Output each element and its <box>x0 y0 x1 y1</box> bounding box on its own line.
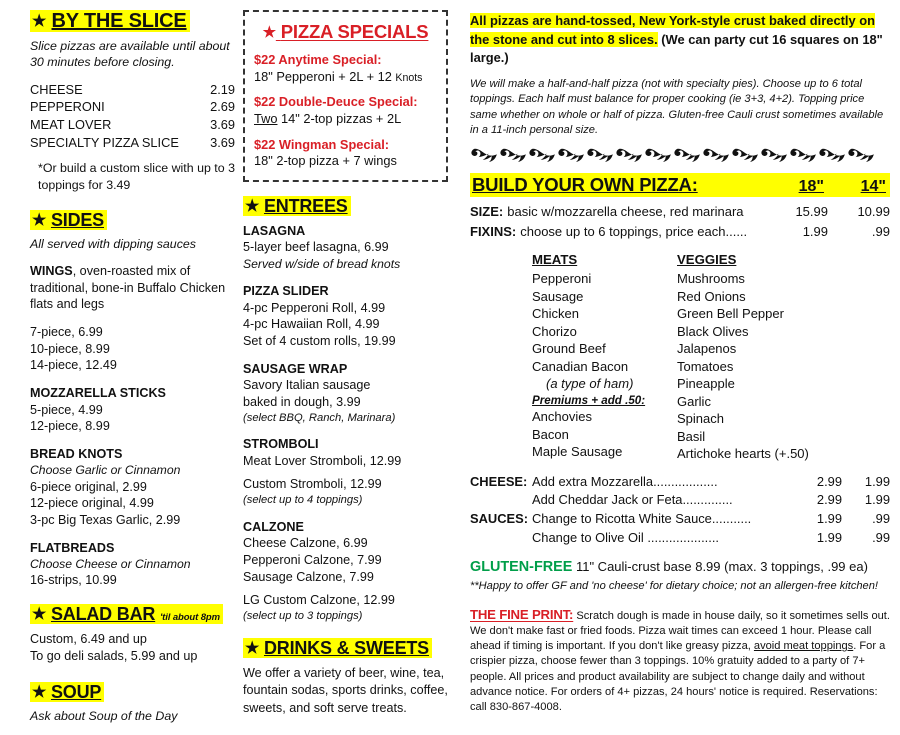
toppings-lists <box>470 252 890 462</box>
special-item <box>254 52 437 85</box>
build-your-own-bar <box>470 173 890 197</box>
slice-name: MEAT LOVER <box>30 116 112 132</box>
salad-bar-hours: 'til about 8pm <box>159 612 220 624</box>
special-item <box>254 137 437 170</box>
slice-price: 2.19 <box>210 81 235 97</box>
list-item <box>30 116 235 134</box>
row-label: CHEESE: <box>470 473 528 489</box>
custom-slice-footnote: *Or build a custom slice with up to 3 toppings for 3.49 <box>38 161 235 192</box>
section-salad-bar-heading: ★ SALAD BAR 'til about 8pm <box>30 604 235 624</box>
slice-price: 3.69 <box>210 116 235 132</box>
list-item <box>30 98 235 116</box>
list-item: Sausage <box>532 288 584 304</box>
row-price-14: .99 <box>872 529 890 545</box>
fine-print-part2: . For a crispier pizza, choose fewer than 3 toppings. 10% gratuity added to a party of 7+ people. All prices and product availability are subject to change daily and without advance notice. For orders of 4+ pizzas, 24 hours' notice is required. Reservations: call 830-867-4008. <box>470 640 886 713</box>
list-item: 12-piece, 8.99 <box>30 419 110 434</box>
ornament-divider <box>470 145 890 165</box>
list-item: Meat Lover Stromboli, 12.99 <box>243 453 402 468</box>
list-item: 6-piece original, 2.99 <box>30 479 147 494</box>
fine-print-underlined: avoid meat toppings <box>753 640 854 653</box>
section-sides-heading: ★ SIDES <box>30 210 235 230</box>
entree-heading: PIZZA SLIDER <box>243 284 329 299</box>
list-item: 12-piece original, 4.99 <box>30 496 154 511</box>
pizza-specials-box <box>243 10 448 182</box>
flatbreads-choose: Choose Cheese or Cinnamon <box>30 557 191 572</box>
cheese-row-cheddar <box>470 491 890 510</box>
list-item: Garlic <box>677 393 711 409</box>
slice-price-list <box>30 81 235 152</box>
row-price-14: .99 <box>872 511 890 527</box>
special-desc: Two 14" 2-top pizzas + 2L <box>254 111 402 127</box>
special-name: $22 Wingman Special: <box>254 136 390 152</box>
meats-column <box>532 252 677 462</box>
gluten-free-label: GLUTEN-FREE <box>470 559 573 576</box>
row-price-18: 1.99 <box>816 529 842 545</box>
meats-heading: MEATS <box>532 252 578 268</box>
cheese-row-mozzarella <box>470 473 890 492</box>
list-item: Canadian Bacon <box>532 358 629 374</box>
mozzarella-sticks-group <box>30 385 235 435</box>
entree-group-pizza-slider <box>243 283 448 350</box>
build-row-size <box>470 202 890 222</box>
hand-tossed-banner <box>470 12 890 68</box>
fine-print-part1: Scratch dough is made in house daily, so it sometimes sells out. We don't make fast or fried foods. Pizza wait times can exceed 1 hour. Please call ahead if timing is important. If you don't like greasy pizza, <box>470 609 890 653</box>
entree-heading: CALZONE <box>243 519 304 534</box>
list-item: Chicken <box>532 306 579 322</box>
list-item: Mushrooms <box>677 271 745 287</box>
star-icon: ★ <box>245 197 260 215</box>
veggies-column <box>677 252 809 462</box>
slice-name: PEPPERONI <box>30 99 105 115</box>
section-soup-heading: ★ SOUP <box>30 682 235 702</box>
gluten-free-section <box>470 558 890 593</box>
list-item: Anchovies <box>532 409 592 425</box>
gluten-free-note: **Happy to offer GF and 'no cheese' for dietary choice; not an allergen-free kitchen! <box>470 579 878 592</box>
list-item: baked in dough, 3.99 <box>243 395 361 410</box>
wings-desc-text: , oven-roasted mix of traditional, bone-in Buffalo Chicken flats and legs <box>30 263 226 312</box>
wings-sizes <box>30 324 235 374</box>
list-item: Basil <box>677 428 706 444</box>
row-price-18: 2.99 <box>816 492 842 508</box>
list-item: 3-pc Big Texas Garlic, 2.99 <box>30 513 181 528</box>
list-item: Artichoke hearts (+.50) <box>677 446 809 462</box>
size-header-18: 18" <box>798 178 824 196</box>
row-text: Add extra Mozzarella.................. <box>532 473 718 489</box>
fine-print-title: THE FINE PRINT: <box>470 606 574 622</box>
size-header-14: 14" <box>860 178 886 196</box>
list-item: To go deli salads, 5.99 and up <box>30 649 198 664</box>
build-your-own-title: BUILD YOUR OWN PIZZA: <box>472 174 698 196</box>
entree-note: (select up to 3 toppings) <box>243 610 363 622</box>
list-item: Set of 4 custom rolls, 19.99 <box>243 334 396 349</box>
sauces-row-ricotta <box>470 510 890 529</box>
entree-note: (select up to 4 toppings) <box>243 494 363 507</box>
entree-heading: SAUSAGE WRAP <box>243 361 348 376</box>
list-item: Cheese Calzone, 6.99 <box>243 536 368 551</box>
by-the-slice-note: Slice pizzas are available until about 30 minutes before closing. <box>30 39 230 70</box>
list-item: Red Onions <box>677 288 746 304</box>
slice-name: CHEESE <box>30 81 83 97</box>
section-by-the-slice-heading: ★ BY THE SLICE <box>30 10 235 32</box>
soup-note: Ask about Soup of the Day <box>30 708 178 723</box>
slice-price: 2.69 <box>210 99 235 115</box>
list-item: Sausage Calzone, 7.99 <box>243 569 374 584</box>
entree-group-lasagna <box>243 223 448 272</box>
list-item: Custom, 6.49 and up <box>30 632 147 647</box>
row-price-14: .99 <box>871 223 890 239</box>
mozzarella-sticks-heading: MOZZARELLA STICKS <box>30 386 166 401</box>
list-item: 7-piece, 6.99 <box>30 325 103 339</box>
row-text: Add Cheddar Jack or Feta.............. <box>532 492 733 508</box>
drinks-text: We offer a variety of beer, wine, tea, fountain sodas, sports drinks, coffee, sweets, and soft serve treats. <box>243 665 448 715</box>
entree-note: (select BBQ, Ranch, Marinara) <box>243 411 396 424</box>
row-text: Change to Olive Oil .................... <box>532 529 719 545</box>
star-icon: ★ <box>32 13 47 30</box>
premium-meats-label: Premiums + add .50: <box>532 393 646 407</box>
pizza-specials-heading: ★ PIZZA SPECIALS <box>262 21 429 42</box>
list-item: Green Bell Pepper <box>677 306 784 322</box>
list-item: Bacon <box>532 426 569 442</box>
star-icon: ★ <box>262 24 276 41</box>
row-price-14: 1.99 <box>864 473 890 489</box>
list-item: 4-pc Hawaiian Roll, 4.99 <box>243 317 380 332</box>
star-icon: ★ <box>32 683 47 701</box>
row-price-14: 10.99 <box>857 204 890 220</box>
list-item <box>30 134 235 152</box>
list-item: 16-strips, 10.99 <box>30 573 117 588</box>
left-column <box>30 10 235 735</box>
list-item: 4-pc Pepperoni Roll, 4.99 <box>243 300 386 315</box>
list-item: 5-piece, 4.99 <box>30 402 103 417</box>
list-item: Savory Italian sausage <box>243 378 371 393</box>
wings-description <box>30 263 235 313</box>
row-label: FIXINS: <box>470 223 517 239</box>
list-item: Custom Stromboli, 12.99 <box>243 477 382 492</box>
slice-price: 3.69 <box>210 134 235 150</box>
bread-knots-group <box>30 446 235 529</box>
row-text: choose up to 6 toppings, price each...... <box>520 223 748 239</box>
special-name: $22 Anytime Special: <box>254 52 382 67</box>
list-item: Pepperoni Calzone, 7.99 <box>243 552 382 567</box>
fine-print <box>470 606 890 715</box>
sauces-row-olive-oil <box>470 529 890 548</box>
sides-note: All served with dipping sauces <box>30 237 196 252</box>
wings-group <box>30 263 235 313</box>
row-label: SAUCES: <box>470 511 529 527</box>
row-text: Change to Ricotta White Sauce........... <box>532 511 752 527</box>
list-item: Served w/side of bread knots <box>243 257 401 272</box>
list-item: Ground Beef <box>532 341 606 357</box>
row-price-18: 15.99 <box>795 204 828 220</box>
list-item: LG Custom Calzone, 12.99 <box>243 593 395 608</box>
build-row-fixins <box>470 222 890 242</box>
banner-rest-text: (We can party cut 16 squares on 18" large.) <box>470 31 883 66</box>
star-icon: ★ <box>245 639 260 657</box>
flatbreads-group <box>30 540 235 589</box>
meats-ham-note: (a type of ham) <box>546 376 634 392</box>
row-price-18: 1.99 <box>816 511 842 527</box>
list-item <box>30 81 235 99</box>
list-item: Tomatoes <box>677 358 734 374</box>
section-entrees-heading: ★ ENTREES <box>243 196 448 216</box>
bread-knots-heading: BREAD KNOTS <box>30 447 123 462</box>
list-item: Jalapenos <box>677 341 737 357</box>
slice-name: SPECIALTY PIZZA SLICE <box>30 134 179 150</box>
list-item: 14-piece, 12.49 <box>30 358 117 373</box>
star-icon: ★ <box>32 606 47 624</box>
list-item: Black Olives <box>677 323 749 339</box>
banner-highlighted-text: All pizzas are hand-tossed, New York-style crust baked directly on the stone and cut into 8 slices. <box>470 13 875 47</box>
row-price-14: 1.99 <box>864 492 890 508</box>
special-item <box>254 94 437 127</box>
special-name: $22 Double-Deuce Special: <box>254 94 418 110</box>
middle-column <box>243 10 448 718</box>
entree-group-sausage-wrap <box>243 361 448 425</box>
special-desc: 18" 2-top pizza + 7 wings <box>254 153 397 169</box>
list-item: Pepperoni <box>532 271 592 287</box>
row-text: basic w/mozzarella cheese, red marinara <box>507 204 744 220</box>
row-price-18: 2.99 <box>816 473 842 489</box>
list-item: 10-piece, 8.99 <box>30 341 110 356</box>
star-icon: ★ <box>32 212 47 230</box>
list-item: 5-layer beef lasagna, 6.99 <box>243 240 389 255</box>
list-item: Chorizo <box>532 323 577 339</box>
gluten-free-text: 11" Cauli-crust base 8.99 (max. 3 toppings, .99 ea) <box>572 559 868 575</box>
entree-heading: LASAGNA <box>243 224 306 239</box>
entree-group-stromboli <box>243 436 448 507</box>
half-and-half-note: We will make a half-and-half pizza (not with specialty pies). Choose up to 6 total toppings. Each half must balance for proper cooking (ie 3+3, 4+2). Topping price same whether on whole or half of pizza. Gluten-free Cauli crust sometimes available in a 11-inch personal size. <box>470 78 884 136</box>
list-item: Spinach <box>677 411 724 427</box>
section-drinks-heading: ★ DRINKS & SWEETS <box>243 638 448 658</box>
right-column <box>470 12 890 715</box>
row-price-18: 1.99 <box>802 223 828 239</box>
entree-group-calzone <box>243 519 448 624</box>
bread-knots-choose: Choose Garlic or Cinnamon <box>30 463 181 478</box>
special-desc: 18" Pepperoni + 2L + 12 Knots <box>254 68 423 84</box>
entree-heading: STROMBOLI <box>243 437 319 452</box>
veggies-heading: VEGGIES <box>677 252 737 268</box>
list-item: Pineapple <box>677 376 735 392</box>
list-item: Maple Sausage <box>532 444 623 460</box>
wings-label: WINGS <box>30 263 73 278</box>
flatbreads-heading: FLATBREADS <box>30 540 115 555</box>
row-label: SIZE: <box>470 204 504 220</box>
